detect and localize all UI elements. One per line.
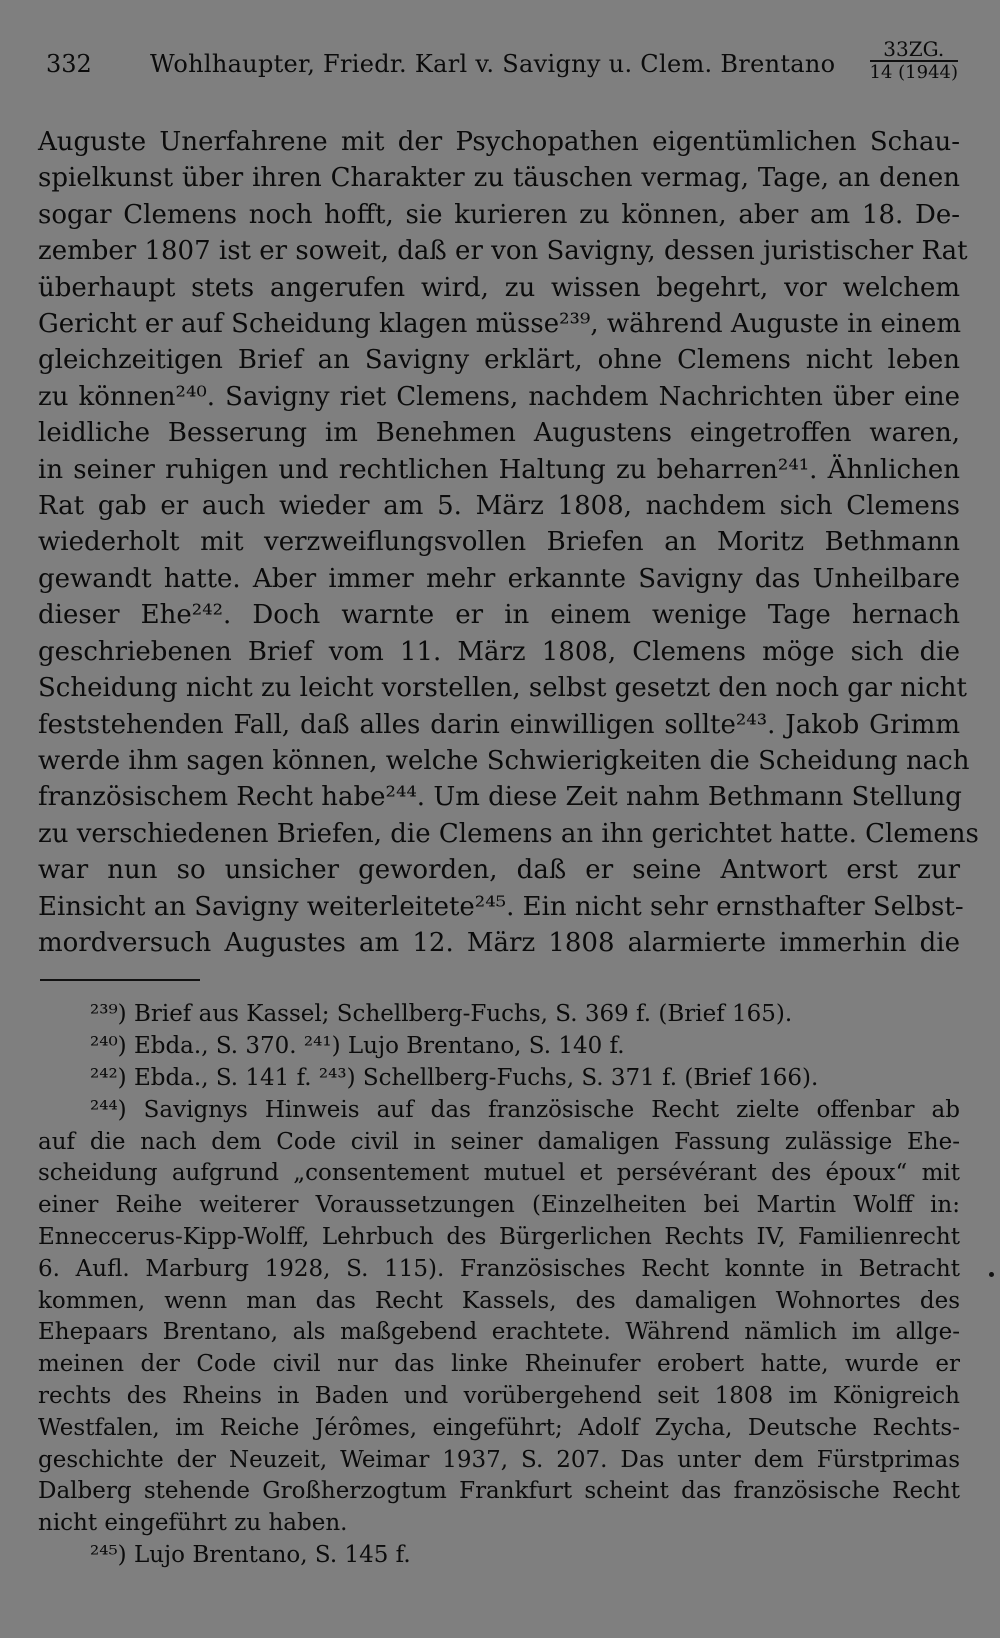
text-line: wiederholt mit verzweiflungsvollen Briefen an Moritz Bethmann bbox=[38, 527, 960, 558]
text-line: leidliche Besserung im Benehmen Augustens eingetroffen waren, bbox=[38, 418, 960, 449]
footnote-line: Westfalen, im Reiche Jérômes, eingeführt; Adolf Zycha, Deutsche Rechts- bbox=[38, 1414, 960, 1441]
text-line: werde ihm sagen können, welche Schwierigkeiten die Scheidung nach bbox=[38, 745, 970, 776]
footnote-line: scheidung aufgrund „consentement mutuel et persévérant des époux“ mit bbox=[38, 1160, 960, 1187]
footnote-line: meinen der Code civil nur das linke Rheinufer erobert hatte, wurde er bbox=[38, 1351, 960, 1378]
page-header bbox=[38, 37, 960, 92]
footnote-line: Enneccerus-Kipp-Wolff, Lehrbuch des Bürgerlichen Rechts IV, Familienrecht bbox=[38, 1223, 960, 1250]
footnote-line: ²⁴⁵) Lujo Brentano, S. 145 f. bbox=[90, 1541, 411, 1568]
text-line: sogar Clemens noch hofft, sie kurieren zu können, aber am 18. De- bbox=[38, 199, 960, 230]
text-line: war nun so unsicher geworden, daß er seine Antwort erst zur bbox=[38, 855, 960, 886]
footnote-line: nicht eingeführt zu haben. bbox=[38, 1510, 348, 1537]
text-line: Gericht er auf Scheidung klagen müsse²³⁹, während Auguste in einem bbox=[38, 309, 962, 340]
footnotes bbox=[38, 999, 960, 1571]
footnote-line: ²³⁹) Brief aus Kassel; Schellberg-Fuchs, S. 369 f. (Brief 165). bbox=[90, 1001, 793, 1028]
text-line: Scheidung nicht zu leicht vorstellen, selbst gesetzt den noch gar nicht bbox=[38, 673, 967, 704]
text-line: zu können²⁴⁰. Savigny riet Clemens, nachdem Nachrichten über eine bbox=[38, 381, 960, 412]
footnote-rule bbox=[40, 979, 200, 981]
volume-signature bbox=[869, 37, 958, 83]
footnote-line: kommen, wenn man das Recht Kassels, des damaligen Wohnortes des bbox=[38, 1287, 960, 1314]
footnote-line: auf die nach dem Code civil in seiner damaligen Fassung zulässige Ehe- bbox=[38, 1128, 960, 1155]
text-line: gewandt hatte. Aber immer mehr erkannte Savigny das Unheilbare bbox=[38, 563, 960, 594]
text-line: spielkunst über ihren Charakter zu täuschen vermag, Tage, an denen bbox=[38, 163, 960, 194]
text-line: gleichzeitigen Brief an Savigny erklärt, ohne Clemens nicht leben bbox=[38, 345, 960, 376]
volume-year: 14 (1944) bbox=[869, 62, 958, 83]
page-number: 332 bbox=[46, 50, 92, 78]
text-line: geschriebenen Brief vom 11. März 1808, Clemens möge sich die bbox=[38, 636, 960, 667]
text-line: zu verschiedenen Briefen, die Clemens an ihn gerichtet hatte. Clemens bbox=[38, 818, 979, 849]
text-line: Einsicht an Savigny weiterleitete²⁴⁵. Ein nicht sehr ernsthafter Selbst- bbox=[38, 891, 964, 922]
text-line: zember 1807 ist er soweit, daß er von Savigny, dessen juristischer Rat bbox=[38, 236, 968, 267]
running-title: Wohlhaupter, Friedr. Karl v. Savigny u. Clem. Brentano bbox=[150, 50, 836, 78]
text-line: Auguste Unerfahrene mit der Psychopathen eigentümlichen Schau- bbox=[38, 127, 960, 157]
footnote-line: ²⁴⁰) Ebda., S. 370. ²⁴¹) Lujo Brentano, S. 140 f. bbox=[90, 1033, 625, 1060]
text-line: französischem Recht habe²⁴⁴. Um diese Zeit nahm Bethmann Stellung bbox=[38, 782, 962, 813]
footnote-line: ²⁴²) Ebda., S. 141 f. ²⁴³) Schellberg-Fuchs, S. 371 f. (Brief 166). bbox=[90, 1064, 819, 1091]
text-line: Rat gab er auch wieder am 5. März 1808, nachdem sich Clemens bbox=[38, 491, 960, 522]
footnote-line: Dalberg stehende Großherzogtum Frankfurt scheint das französische Recht bbox=[38, 1478, 960, 1505]
text-line: dieser Ehe²⁴². Doch warnte er in einem wenige Tage hernach bbox=[38, 600, 960, 631]
text-line: in seiner ruhigen und rechtlichen Haltung zu beharren²⁴¹. Ähnlichen bbox=[38, 454, 960, 485]
text-line: feststehenden Fall, daß alles darin einwilligen sollte²⁴³. Jakob Grimm bbox=[38, 709, 960, 740]
footnote-line: rechts des Rheins in Baden und vorübergehend seit 1808 im Königreich bbox=[38, 1382, 960, 1409]
footnote-line: ²⁴⁴) Savignys Hinweis auf das französische Recht zielte offenbar ab bbox=[90, 1096, 960, 1123]
footnote-line: 6. Aufl. Marburg 1928, S. 115). Französisches Recht konnte in Betracht bbox=[38, 1255, 960, 1282]
main-text bbox=[38, 124, 979, 961]
text-line: überhaupt stets angerufen wird, zu wissen begehrt, vor welchem bbox=[38, 272, 960, 303]
footnote-line: einer Reihe weiterer Voraussetzungen (Einzelheiten bei Martin Wolff in: bbox=[38, 1192, 960, 1219]
paper-speck bbox=[989, 1272, 994, 1277]
signature-code: 33ZG. bbox=[870, 40, 958, 62]
text-line: mordversuch Augustes am 12. März 1808 alarmierte immerhin die bbox=[38, 927, 960, 958]
footnote-line: Ehepaars Brentano, als maßgebend erachtete. Während nämlich im allge- bbox=[38, 1319, 960, 1346]
footnote-line: geschichte der Neuzeit, Weimar 1937, S. 207. Das unter dem Fürstprimas bbox=[38, 1446, 960, 1473]
